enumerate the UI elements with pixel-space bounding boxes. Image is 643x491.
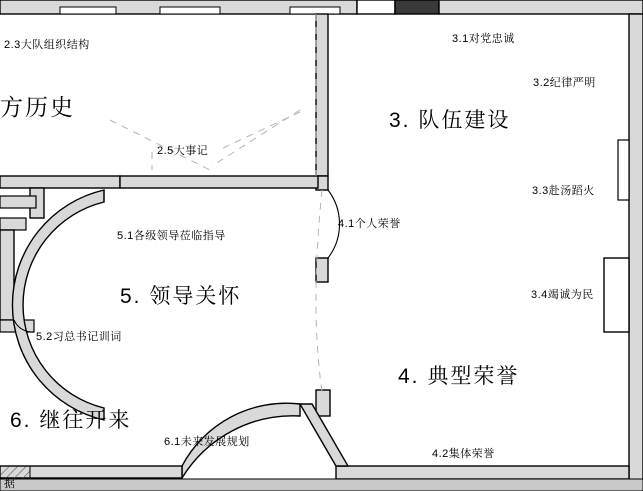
- zone-label-2-5: 2.5大事记: [157, 145, 209, 157]
- zone-label-5: 5. 领导关怀: [120, 285, 242, 308]
- zone-label-6-1: 6.1未来发展规划: [164, 436, 250, 448]
- wall-top-openings: [60, 7, 340, 14]
- dashed-guides: [110, 14, 322, 392]
- wall-left-room: [0, 176, 318, 332]
- zone-label-3-4: 3.4竭诚为民: [531, 289, 594, 301]
- zone-label-5-1: 5.1各级领导莅临指导: [117, 230, 226, 242]
- zone-label-4-2: 4.2集体荣誉: [432, 448, 495, 460]
- zone-label-3: 3. 队伍建设: [389, 109, 511, 132]
- zone-label-history: 方历史: [0, 94, 75, 120]
- zone-label-2-3: 2.3大队组织结构: [4, 39, 90, 51]
- zone-label-6: 6. 继往开来: [10, 409, 132, 432]
- zone-label-4-1: 4.1个人荣誉: [338, 218, 401, 230]
- zone-label-5-2: 5.2习总书记训词: [36, 331, 122, 343]
- zone-label-4: 4. 典型荣誉: [398, 365, 520, 388]
- zone-label-3-2: 3.2纪律严明: [533, 77, 596, 89]
- zone-label-3-3: 3.3赴汤蹈火: [532, 185, 595, 197]
- zone-label-bottom-left: 据: [4, 478, 16, 490]
- wall-right: [604, 14, 643, 491]
- zone-label-3-1: 3.1对党忠诚: [452, 33, 515, 45]
- wall-center-vertical: [316, 14, 330, 416]
